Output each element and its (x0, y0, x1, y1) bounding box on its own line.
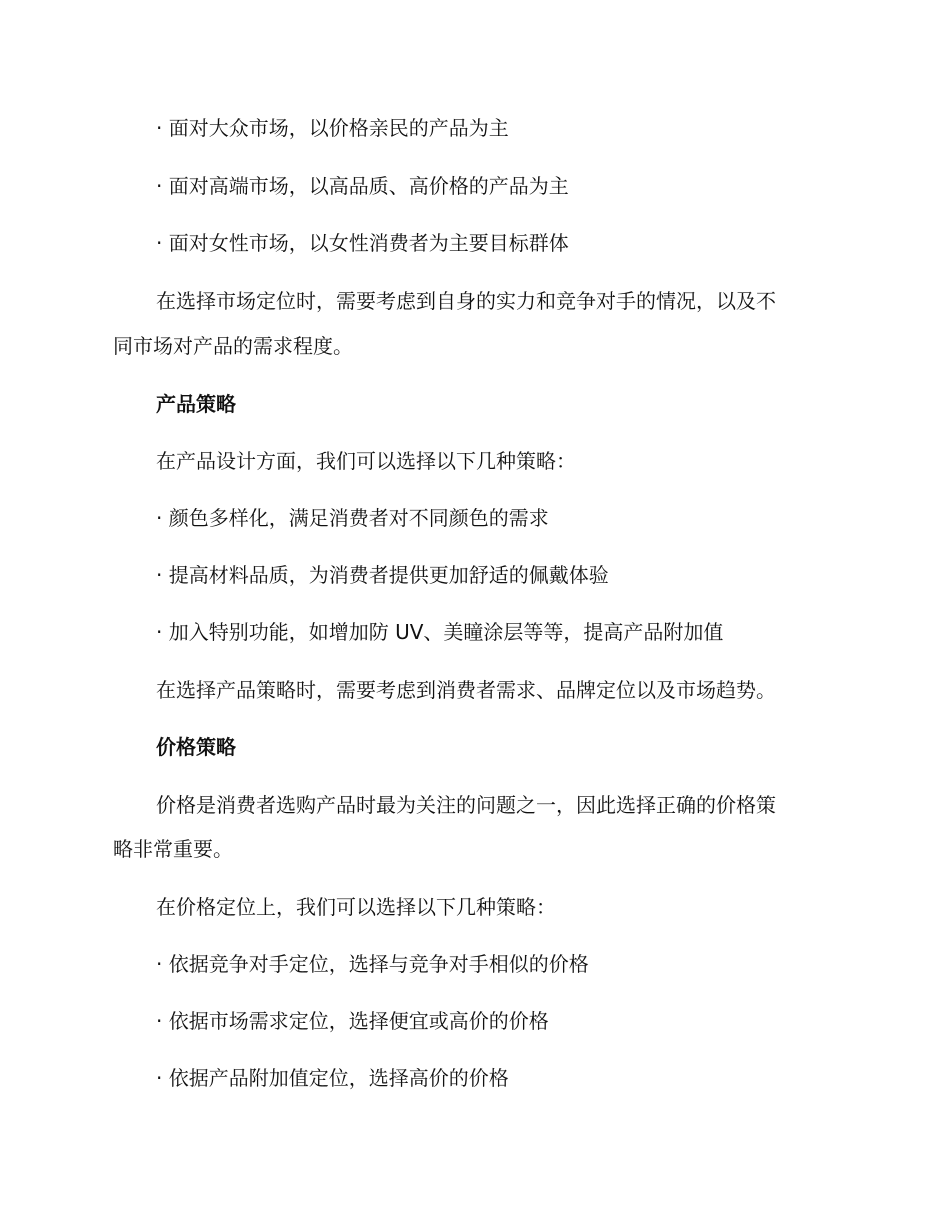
product-bullet-features: · 加入特别功能，如增加防 UV、美瞳涂层等等，提高产品附加值 (156, 620, 724, 644)
market-summary-line2: 同市场对产品的需求程度。 (113, 334, 353, 358)
price-bullet-value: · 依据产品附加值定位，选择高价的价格 (156, 1066, 509, 1090)
market-bullet-mass: · 面对大众市场，以价格亲民的产品为主 (156, 116, 509, 140)
product-strategy-intro: 在产品设计方面，我们可以选择以下几种策略： (156, 449, 576, 473)
product-bullet-material: · 提高材料品质，为消费者提供更加舒适的佩戴体验 (156, 563, 609, 587)
product-strategy-summary: 在选择产品策略时，需要考虑到消费者需求、品牌定位以及市场趋势。 (156, 678, 776, 702)
price-bullet-competitor: · 依据竞争对手定位，选择与竞争对手相似的价格 (156, 952, 589, 976)
market-bullet-female: · 面对女性市场，以女性消费者为主要目标群体 (156, 231, 569, 255)
price-bullet-demand: · 依据市场需求定位，选择便宜或高价的价格 (156, 1009, 549, 1033)
price-strategy-intro2: 在价格定位上，我们可以选择以下几种策略： (156, 895, 556, 919)
price-strategy-intro-line1: 价格是消费者选购产品时最为关注的问题之一，因此选择正确的价格策 (156, 793, 776, 817)
price-strategy-intro-line2: 略非常重要。 (113, 837, 233, 861)
price-strategy-heading: 价格策略 (156, 735, 236, 759)
market-summary-line1: 在选择市场定位时，需要考虑到自身的实力和竞争对手的情况，以及不 (156, 289, 776, 313)
market-bullet-premium: · 面对高端市场，以高品质、高价格的产品为主 (156, 174, 569, 198)
product-bullet-colors: · 颜色多样化，满足消费者对不同颜色的需求 (156, 506, 549, 530)
product-strategy-heading: 产品策略 (156, 392, 236, 416)
